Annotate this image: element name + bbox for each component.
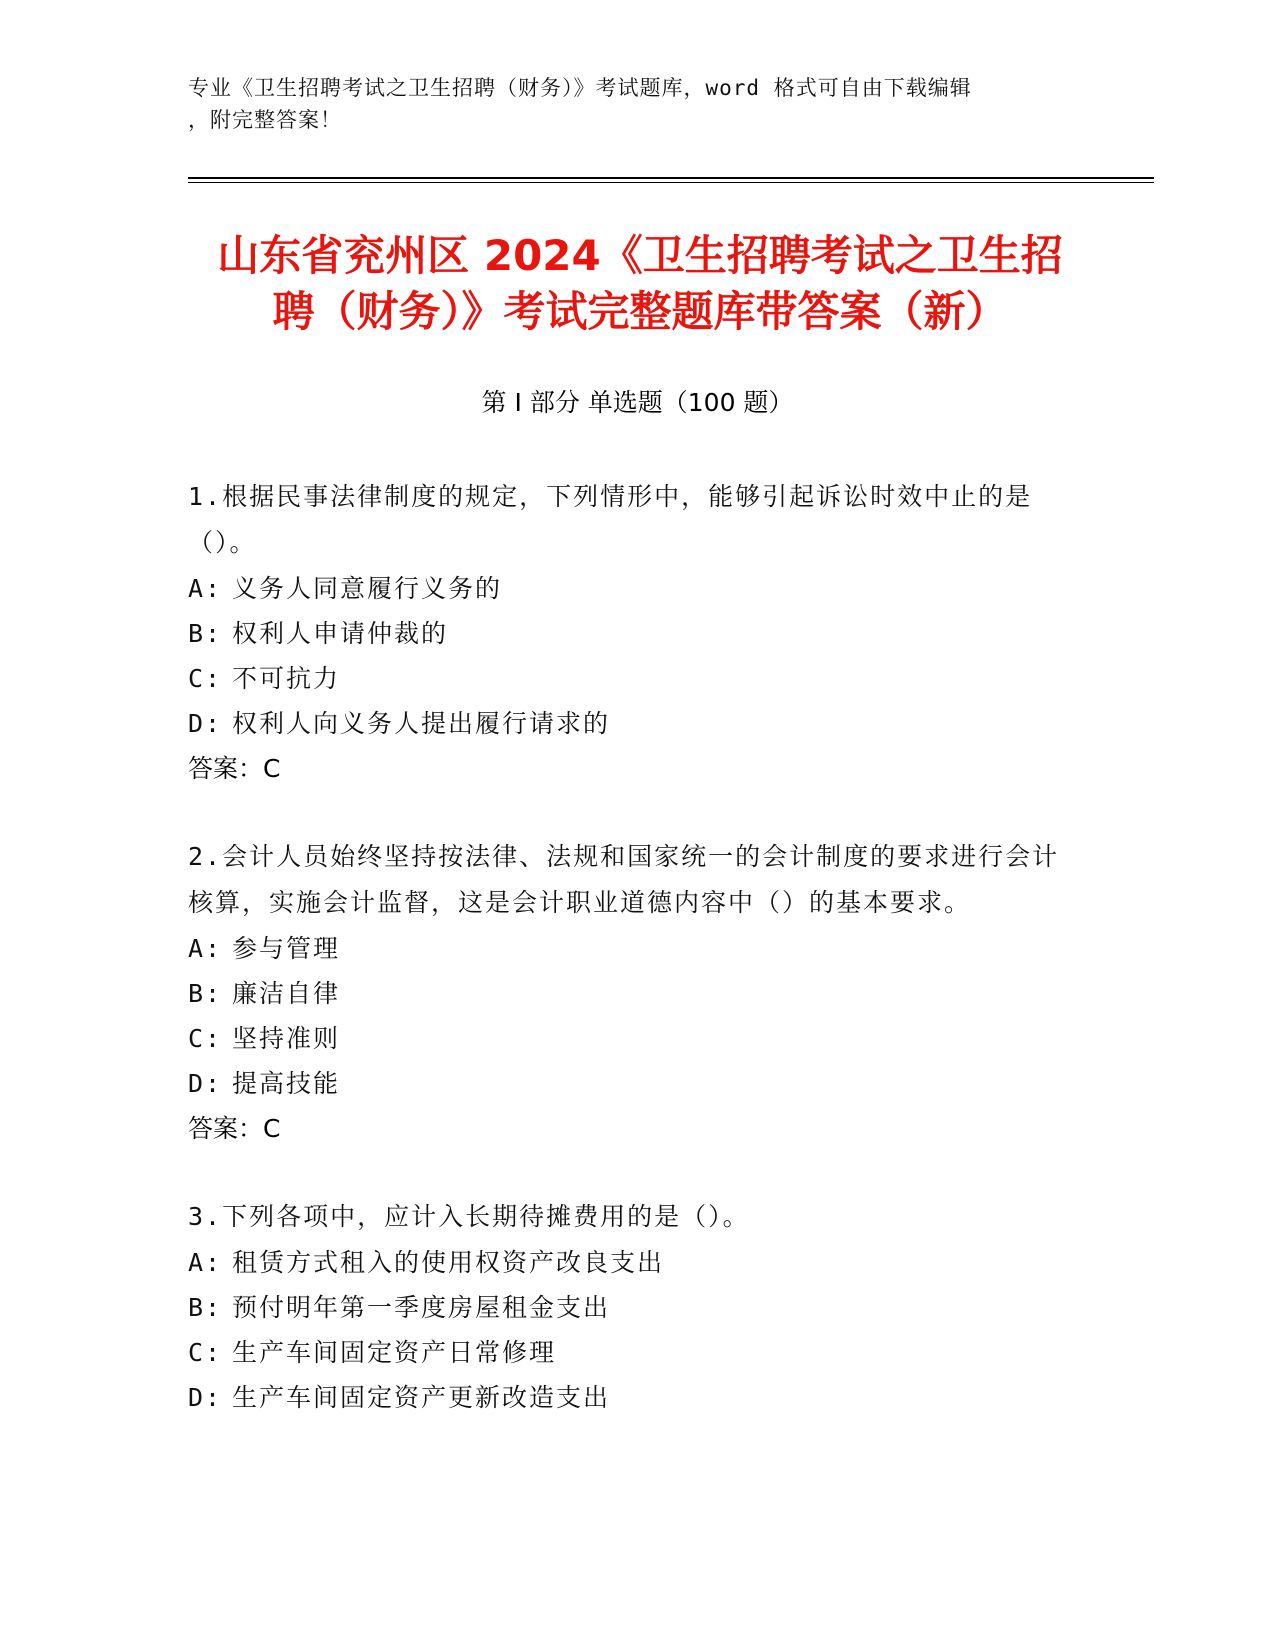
header-divider-thin (188, 182, 1154, 183)
question-option (188, 1330, 1068, 1375)
option-letter: B: (188, 979, 223, 1008)
option-text: 提高技能 (232, 1069, 341, 1098)
question-option (188, 1375, 1068, 1420)
header-note (188, 72, 1088, 136)
question-option (188, 701, 1068, 746)
option-text: 不可抗力 (232, 664, 341, 693)
document-title-line-1: 山东省兖州区 2024《卫生招聘考试之卫生招 (217, 231, 1063, 280)
question-answer: 答案：C (188, 754, 281, 783)
question-option (188, 566, 1068, 611)
option-letter: D: (188, 1383, 223, 1412)
option-letter: C: (188, 1338, 223, 1367)
question-item (188, 834, 1068, 1152)
header-note-line-1: 专业《卫生招聘考试之卫生招聘（财务）》考试题库，word 格式可自由下载编辑 (188, 76, 972, 100)
option-text: 生产车间固定资产日常修理 (232, 1338, 557, 1367)
option-letter: D: (188, 709, 223, 738)
option-text: 坚持准则 (232, 1024, 341, 1053)
question-stem: 2.会计人员始终坚持按法律、法规和国家统一的会计制度的要求进行会计核算，实施会计监督，这是会计职业道德内容中（）的基本要求。 (188, 842, 1060, 917)
question-list (188, 474, 1068, 1462)
option-text: 参与管理 (232, 934, 341, 963)
option-text: 廉洁自律 (232, 979, 341, 1008)
question-option (188, 971, 1068, 1016)
question-option (188, 656, 1068, 701)
header-note-line-2: ，附完整答案！ (188, 108, 342, 132)
question-stem: 1.根据民事法律制度的规定，下列情形中，能够引起诉讼时效中止的是（）。 (188, 482, 1033, 557)
option-letter: A: (188, 934, 223, 963)
option-text: 权利人申请仲裁的 (232, 619, 449, 648)
option-text: 租赁方式租入的使用权资产改良支出 (232, 1248, 665, 1277)
section-heading: 第 I 部分 单选题（100 题） (481, 388, 794, 417)
question-option (188, 1016, 1068, 1061)
option-letter: C: (188, 1024, 223, 1053)
question-item (188, 474, 1068, 792)
option-text: 生产车间固定资产更新改造支出 (232, 1383, 611, 1412)
question-option (188, 611, 1068, 656)
question-option (188, 1240, 1068, 1285)
question-stem: 3.下列各项中，应计入长期待摊费用的是（）。 (188, 1202, 750, 1231)
question-answer: 答案：C (188, 1114, 281, 1143)
question-option (188, 926, 1068, 971)
option-text: 义务人同意履行义务的 (232, 574, 503, 603)
option-letter: C: (188, 664, 223, 693)
option-text: 预付明年第一季度房屋租金支出 (232, 1293, 611, 1322)
header-divider-thick (188, 177, 1154, 179)
document-title-line-2: 聘（财务）》考试完整题库带答案（新） (272, 287, 1008, 336)
option-letter: A: (188, 1248, 223, 1277)
question-option (188, 1061, 1068, 1106)
option-letter: B: (188, 1293, 223, 1322)
option-text: 权利人向义务人提出履行请求的 (232, 709, 611, 738)
document-title (190, 228, 1090, 340)
option-letter: D: (188, 1069, 223, 1098)
option-letter: A: (188, 574, 223, 603)
question-option (188, 1285, 1068, 1330)
question-item (188, 1194, 1068, 1420)
option-letter: B: (188, 619, 223, 648)
